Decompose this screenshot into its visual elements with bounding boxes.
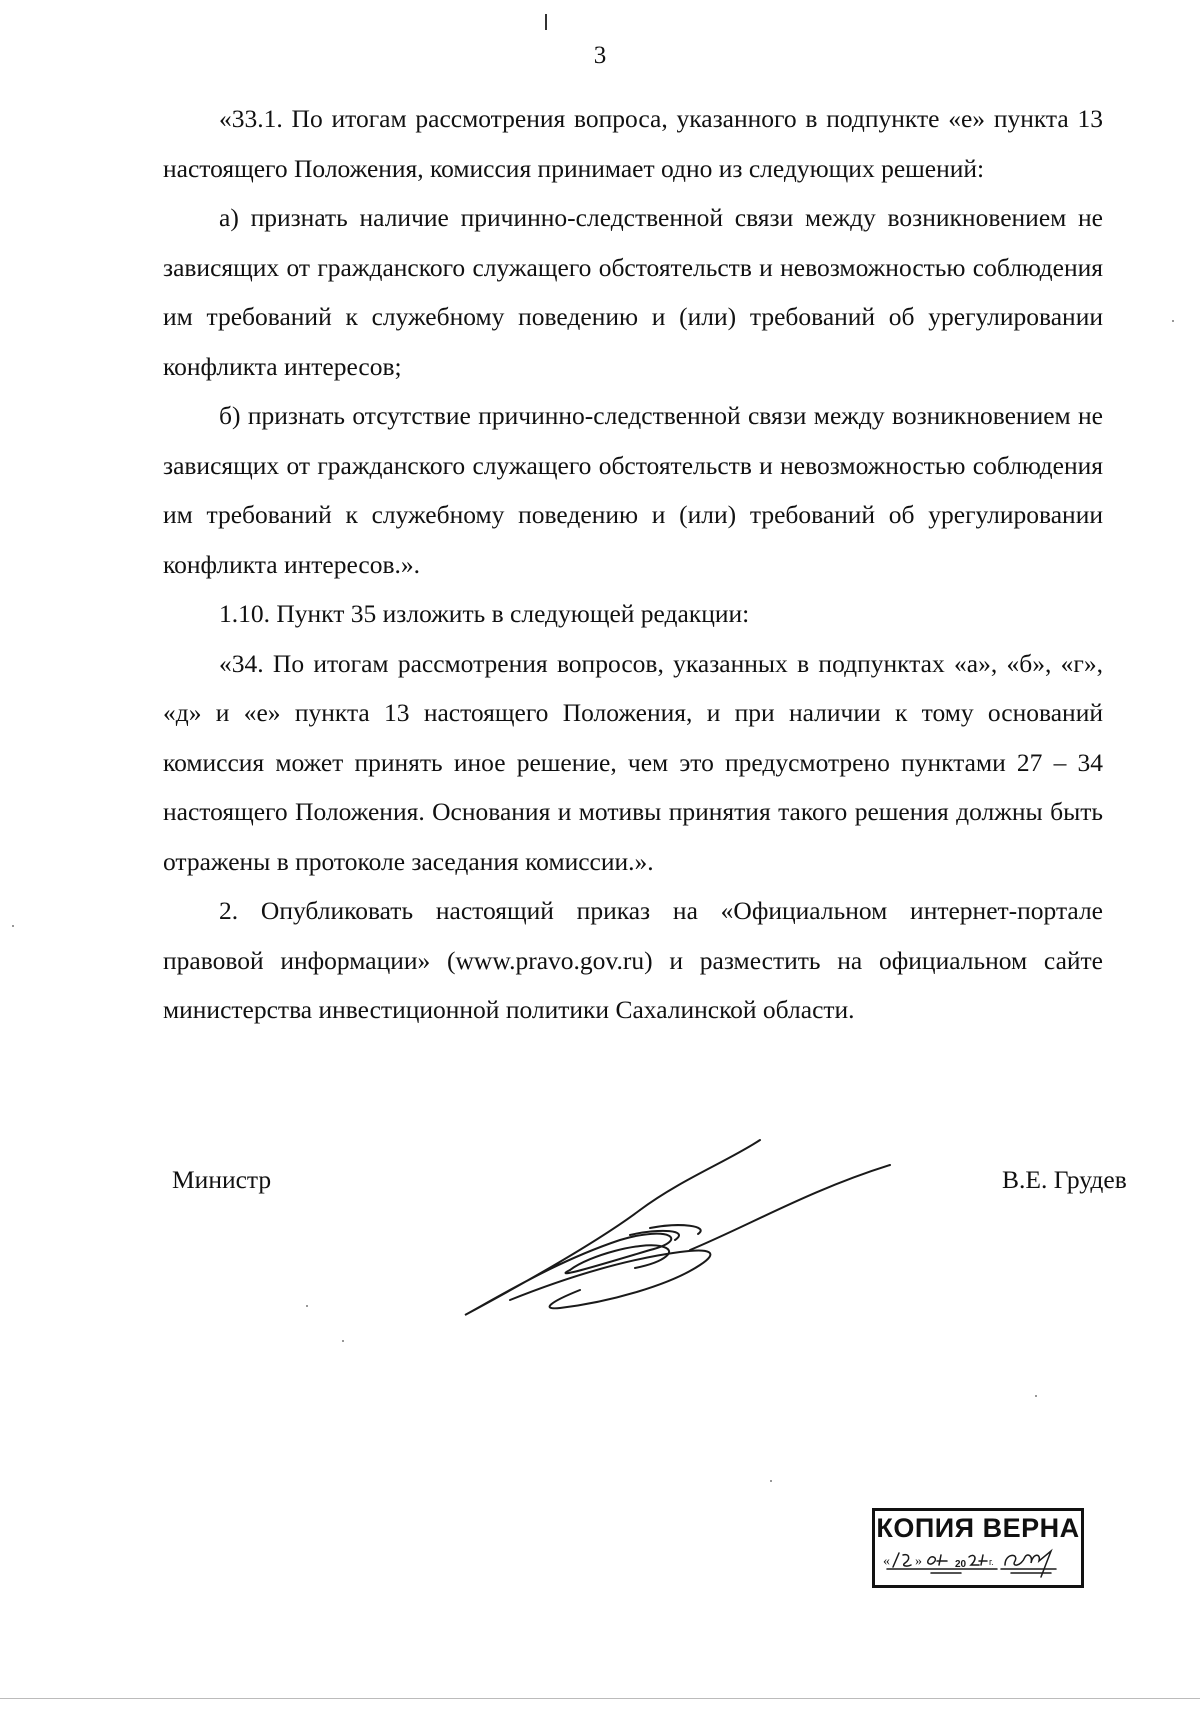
- paragraph-33-1: «33.1. По итогам рассмотрения вопроса, указанного в подпункте «е» пункта 13 настоящего Положения, комиссия принимает одно из следующих решений:: [163, 104, 1103, 183]
- paragraph-item-a: а) признать наличие причинно-следственной связи между возникновением не зависящих от гражданского служащего обстоятельств и невозможностью соблюдения им требований к служебному поведению и (или) требований об урегулировании конфликта интересов;: [163, 203, 1103, 381]
- svg-text:г.: г.: [989, 1557, 994, 1567]
- stamp-handwritten-date: [881, 1547, 1081, 1583]
- scan-speck: [12, 925, 14, 927]
- scan-speck: [342, 1340, 344, 1342]
- scan-speck: [306, 1305, 308, 1307]
- svg-text:20: 20: [955, 1559, 967, 1570]
- paragraph-2: 2. Опубликовать настоящий приказ на «Официальном интернет-портале правовой информации» (www.pravo.gov.ru) и разместить на официальном сайте министерства инвестиционной политики Сахалинской области.: [163, 896, 1103, 1024]
- svg-text:»: »: [915, 1554, 922, 1569]
- scan-mark: [545, 14, 547, 30]
- page-number: 3: [593, 42, 607, 69]
- signatory-name: В.Е. Грудев: [1002, 1165, 1127, 1194]
- svg-text:«: «: [883, 1554, 890, 1569]
- copy-certified-stamp: [872, 1508, 1084, 1588]
- paragraph-1-10: 1.10. Пункт 35 изложить в следующей редакции:: [219, 599, 750, 628]
- signatory-position: Министр: [172, 1165, 272, 1194]
- scan-speck: [770, 1480, 772, 1482]
- stamp-title: КОПИЯ ВЕРНА: [876, 1513, 1080, 1543]
- paragraph-item-b: б) признать отсутствие причинно-следственной связи между возникновением не зависящих от гражданского служащего обстоятельств и невозможностью соблюдения им требований к служебному поведению и (или) требований об урегулировании конфликта интересов.».: [163, 401, 1103, 579]
- paragraph-34: «34. По итогам рассмотрения вопросов, указанных в подпунктах «а», «б», «г», «д» и «е» пункта 13 настоящего Положения, и при наличии к тому оснований комиссия может принять иное решение, чем это предусмотрено пунктами 27 – 34 настоящего Положения. Основания и мотивы принятия такого решения должны быть отражены в протоколе заседания комиссии.».: [163, 648, 1103, 876]
- scan-speck: [1172, 320, 1174, 322]
- document-body: [163, 94, 1103, 1035]
- page-bottom-edge: [0, 1698, 1200, 1699]
- handwritten-signature: [450, 1130, 910, 1330]
- scan-speck: [1035, 1395, 1037, 1397]
